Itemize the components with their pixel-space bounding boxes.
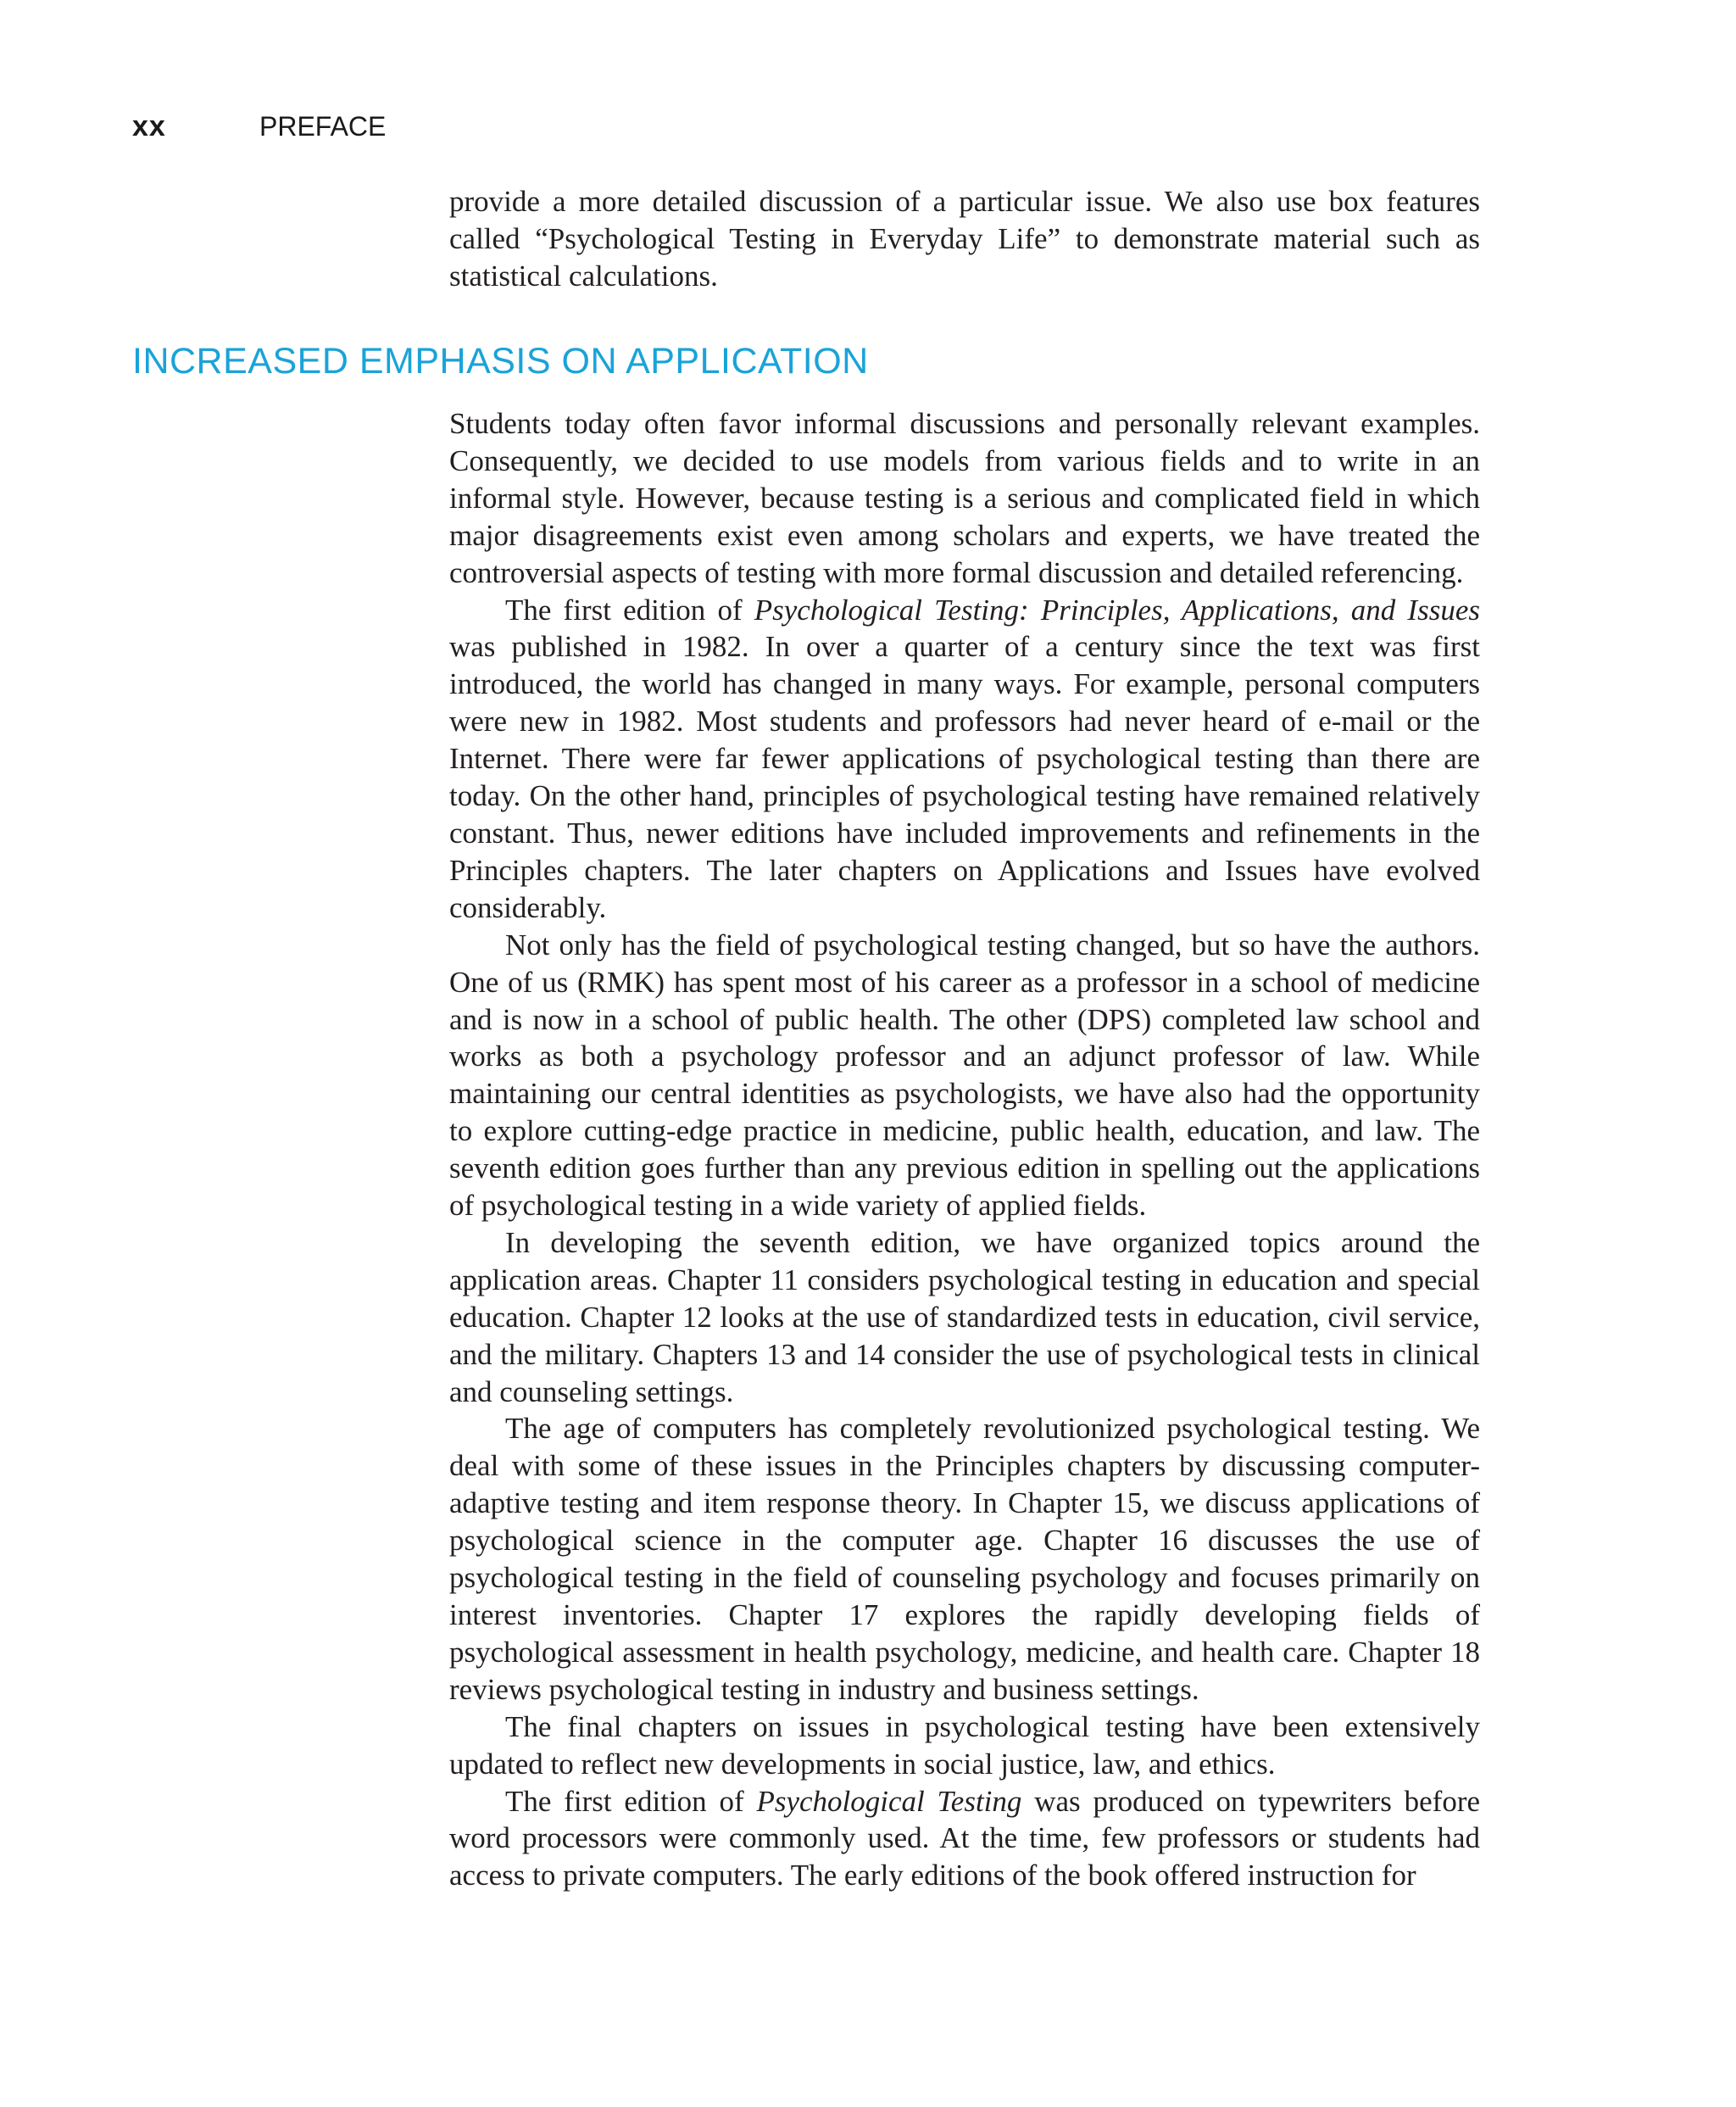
paragraph-7 bbox=[449, 1783, 1480, 1895]
paragraph-4: In developing the seventh edition, we have organized topics around the application areas. Chapter 11 considers psychological testing in education and special education. Chapter 12 looks at the use of standardized tests in education, civil service, and the military. Chapters 13 and 14 consider the use of psychological tests in clinical and counseling settings. bbox=[449, 1225, 1480, 1408]
running-title: PREFACE bbox=[259, 111, 387, 142]
paragraph-6: The final chapters on issues in psychological testing have been extensively updated to reflect new developments in social justice, law, and ethics. bbox=[449, 1709, 1480, 1781]
paragraph-1: Students today often favor informal discussions and personally relevant examples. Consequently, we decided to use models from various fields and to write in an informal style. However, because testing is a serious and complicated field in which major disagreements exist even among scholars and experts, we have treated the controversial aspects of testing with more formal discussion and detailed referencing. bbox=[449, 407, 1480, 589]
paragraph-3: Not only has the field of psychological testing changed, but so have the authors. One of us (RMK) has spent most of his career as a professor in a school of medicine and is now in a school of public health. The other (DPS) completed law school and works as both a psychology professor and an adjunct professor of law. While maintaining our central identities as psychologists, we have also had the opportunity to explore cutting-edge practice in medicine, public health, education, and law. The seventh edition goes further than any previous edition in spelling out the applications of psychological testing in a wide variety of applied fields. bbox=[449, 928, 1480, 1223]
paragraph-2-rest: was published in 1982. In over a quarter of a century since the text was first introduced, the world has changed in many ways. For example, personal computers were new in 1982. Most students and professors had never heard of e-mail or the Internet. There were far fewer applications of psychological testing than there are today. On the other hand, principles of psychological testing have remained relatively constant. Thus, newer editions have included improvements and refinements in the Principles chapters. The later chapters on Applications and Issues have evolved considerably. bbox=[449, 630, 1480, 924]
intro-text-block bbox=[449, 183, 1480, 295]
book-title-full: Psychological Testing: Principles, Applications, and Issues bbox=[754, 593, 1480, 627]
intro-paragraph: provide a more detailed discussion of a particular issue. We also use box features called “Psychological Testing in Everyday Life” to demonstrate material such as statistical calculations. bbox=[449, 185, 1480, 293]
paragraph-7-lead: The first edition of bbox=[505, 1784, 757, 1818]
book-title-short: Psychological Testing bbox=[756, 1784, 1022, 1818]
section-heading: INCREASED EMPHASIS ON APPLICATION bbox=[132, 341, 869, 382]
paragraph-2 bbox=[449, 592, 1480, 927]
paragraph-7-rest: was produced on typewriters before word processors were commonly used. At the time, few professors or students had access to private computers. The early editions of the book offered instruction for bbox=[449, 1784, 1481, 1892]
page-number: xx bbox=[132, 110, 166, 142]
paragraph-5: The age of computers has completely revolutionized psychological testing. We deal with some of these issues in the Principles chapters by discussing computer-adaptive testing and item response theory. In Chapter 15, we discuss applications of psychological science in the computer age. Chapter 16 discusses the use of psychological testing in the field of counseling psychology and focuses primarily on interest inventories. Chapter 17 explores the rapidly developing fields of psychological assessment in health psychology, medicine, and health care. Chapter 18 reviews psychological testing in industry and business settings. bbox=[449, 1412, 1480, 1706]
paragraph-2-lead: The first edition of bbox=[505, 593, 754, 627]
running-head bbox=[132, 110, 386, 143]
section-body bbox=[449, 405, 1480, 1894]
